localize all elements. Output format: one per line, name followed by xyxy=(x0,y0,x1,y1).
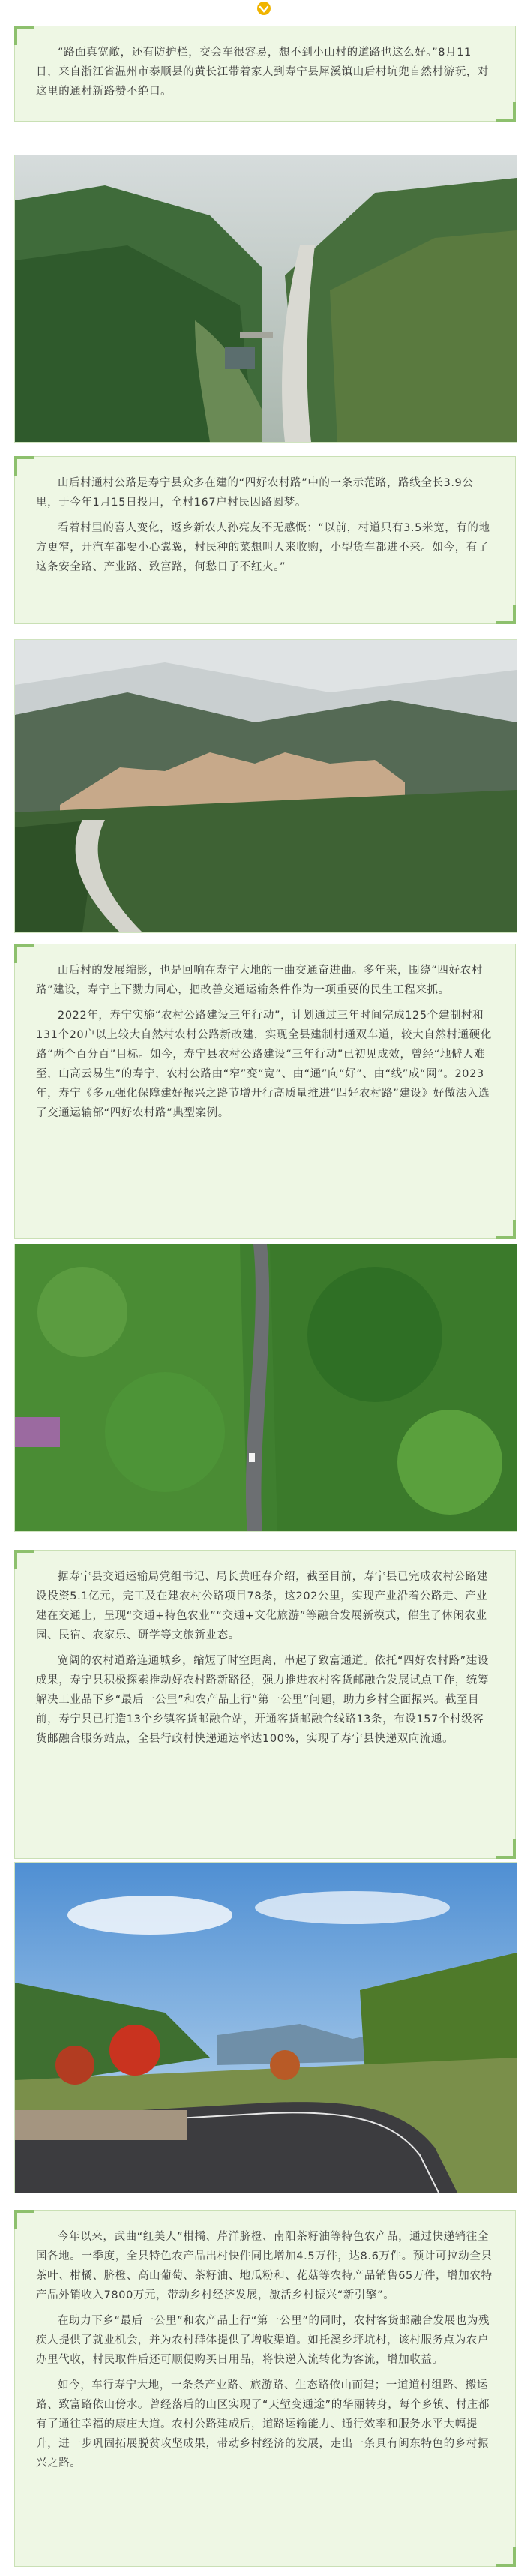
intro-card xyxy=(14,26,516,122)
mountain-road-photo xyxy=(14,155,517,443)
development-card xyxy=(14,944,516,1239)
down-arrow-icon xyxy=(249,0,279,20)
intro-paragraph: “路面真宽敞，还有防护栏，交会车很容易，想不到小山村的道路也这么好。”8月11日，来自浙江省温州市泰顺县的黄长江带着家人到寿宁县犀溪镇山后村坑兜自然村游玩，对这里的通村新路赞不绝口。 xyxy=(36,47,489,98)
misty-mountain-road-photo xyxy=(14,639,517,933)
paragraph: 宽阔的农村道路连通城乡，缩短了时空距离，串起了致富通道。依托“四好农村路”建设成果，寿宁县积极探索推动好农村路新路径，强力推进农村客货邮融合发展试点工作，统筹解决工业品下乡“最后一公里”和农产品上行“第一公里”问题，助力乡村全面振兴。截至目前，寿宁县已打造13个乡镇客货邮融合站，开通客货邮融合线路13条，布设157个村级客货邮融合服务站点，全县行政村快递通达率达100%，实现了寿宁县快递双向流通。 xyxy=(36,1655,489,1745)
curved-road-autumn-photo xyxy=(14,1862,517,2193)
paragraph: 今年以来，武曲“红美人”柑橘、芹洋脐橙、南阳茶籽油等特色农产品，通过快递销往全国各地。一季度，全县特色农产品出村快件同比增加4.5万件，达8.6万件。预计可拉动全县茶叶、柑橘、脐橙、高山葡萄、茶籽油、地瓜粉和、花菇等农特产品销售65万件，增加农特产品外销收入7800万元，带动乡村经济发展，激活乡村振兴“新引擎”。 xyxy=(36,2231,493,2301)
forest-road-aerial-photo xyxy=(14,1244,517,1532)
paragraph: 2022年，寿宁实施“农村公路建设三年行动”，计划通过三年时间完成125个建制村和131个20户以上较大自然村农村公路新改建，实现全县建制村通双车道，较大自然村通硬化路“两个百分百”目标。如今，寿宁县农村公路建设“三年行动”已初见成效，曾经“地僻人难至，山高云易生”的寿宁，农村公路由“窄”变“宽”、由“通”向“好”、由“线”成“网”。2023年，寿宁《多元强化保障建好振兴之路节增开行高质量推进“四好农村路”建设》好做法入选了交通运输部“四好农村路”典型案例。 xyxy=(36,1010,492,1119)
paragraph: 看着村里的喜人变化，返乡新农人孙亮友不无感慨：“以前，村道只有3.5米宽，有的地方更窄，开汽车都要小心翼翼，村民种的菜想叫人来收购，小型货车都进不来。如今，有了这条安全路、产业路、致富路，何愁日子不红火。” xyxy=(36,522,490,573)
rural-economy-card xyxy=(14,2210,516,2567)
paragraph: 据寿宁县交通运输局党组书记、局长黄旺春介绍，截至目前，寿宁县已完成农村公路建设投资5.1亿元，完工及在建农村公路项目78条，这202公里，实现产业沿着公路走、产业建在交通上，呈现“交通+特色农业”“交通+文化旅游”等融合发展新模式，催生了休闲农业园、民宿、农家乐、研学等文旅新业态。 xyxy=(36,1571,488,1641)
investment-card xyxy=(14,1550,516,1859)
paragraph: 山后村的发展缩影，也是回响在寿宁大地的一曲交通奋进曲。多年来，围绕“四好农村路”建设，寿宁上下勠力同心，把改善交通运输条件作为一项重要的民生工程来抓。 xyxy=(36,965,483,996)
paragraph: 山后村通村公路是寿宁县众多在建的“四好农村路”中的一条示范路，路线全长3.9公里，于今年1月15日投用，全村167户村民因路圆梦。 xyxy=(36,477,474,509)
paragraph: 在助力下乡“最后一公里”和农产品上行“第一公里”的同时，农村客货邮融合发展也为残疾人提供了就业机会，并为农村群体提供了增收渠道。如托溪乡坪坑村，该村服务点为农户办里代收，村民取件后还可顺便购买日用品，将快递入流转化为客流，增加收益。 xyxy=(36,2315,490,2366)
village-road-card xyxy=(14,456,516,624)
paragraph: 如今，车行寿宁大地，一条条产业路、旅游路、生态路依山而建；一道道村组路、搬运路、致富路依山傍水。曾经落后的山区实现了“天堑变通途”的华丽转身，每个乡镇、村庄都有了通往幸福的康庄大道。农村公路建成后，道路运输能力、通行效率和服务水平大幅提升，进一步巩固拓展脱贫攻坚成果，带动乡村经济的发展，走出一条具有闽东特色的乡村振兴之路。 xyxy=(36,2379,490,2469)
